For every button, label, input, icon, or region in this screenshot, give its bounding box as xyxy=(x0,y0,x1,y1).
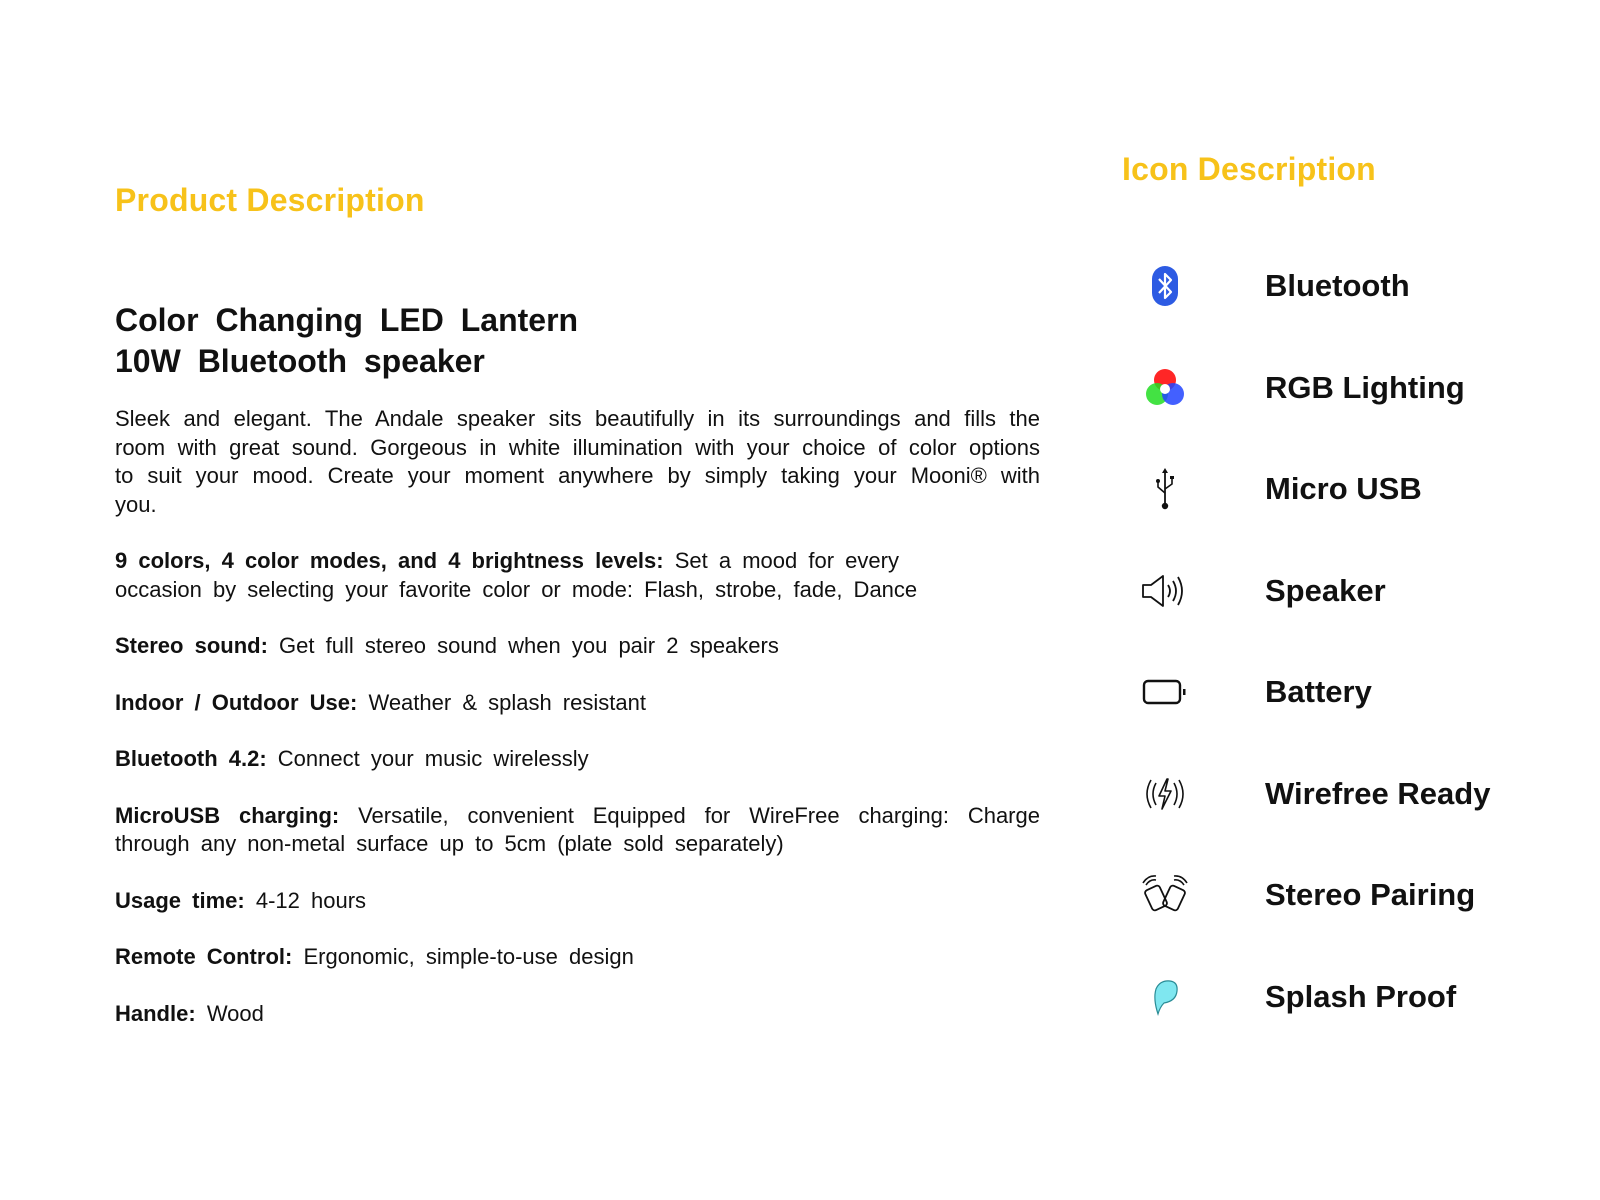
spec-text: Set a mood for every occasion by selecting your favorite color or mode: Flash, strobe, fade, Dance xyxy=(115,548,918,602)
micro-usb-icon xyxy=(1140,464,1190,514)
bluetooth-icon xyxy=(1140,261,1190,311)
spec-text: Get full stereo sound when you pair 2 speakers xyxy=(279,633,779,658)
icon-row-stereo-pairing xyxy=(1140,870,1580,972)
icon-row-micro-usb xyxy=(1140,464,1580,566)
spec-label: MicroUSB charging: xyxy=(115,802,340,828)
product-title-line-2: 10W Bluetooth speaker xyxy=(115,343,485,379)
icon-description-heading: Icon Description xyxy=(1122,151,1376,187)
spec-text: 4-12 hours xyxy=(255,887,367,913)
splash-proof-icon xyxy=(1140,972,1190,1022)
product-copy xyxy=(115,405,1040,1056)
product-description-heading: Product Description xyxy=(115,182,425,218)
spec-usage-time xyxy=(115,887,1040,916)
icon-list xyxy=(1140,261,1580,1073)
icon-row-splash-proof xyxy=(1140,972,1580,1074)
product-intro: Sleek and elegant. The Andale speaker sits beautifully in its surroundings and fills the room with great sound. Gorgeous in white illumination with your choice of color options to suit your mood. Create your moment anywhere by simply taking your Mooni® with you. xyxy=(115,406,1040,517)
icon-label-bluetooth: Bluetooth xyxy=(1265,268,1410,303)
spec-label: Remote Control: xyxy=(115,944,293,969)
spec-label: Handle: xyxy=(115,1000,196,1026)
spec-label: Stereo sound: xyxy=(115,633,268,658)
icon-row-wirefree-ready xyxy=(1140,769,1580,871)
icon-label-battery: Battery xyxy=(1265,674,1372,709)
icon-row-bluetooth xyxy=(1140,261,1580,363)
spec-microusb-charging xyxy=(115,802,1040,859)
stereo-pairing-icon xyxy=(1140,870,1190,920)
spec-label: Indoor / Outdoor Use: xyxy=(115,689,358,715)
spec-text: Connect your music wirelessly xyxy=(277,746,589,771)
icon-label-stereo-pairing: Stereo Pairing xyxy=(1265,877,1476,912)
spec-text: Weather & splash resistant xyxy=(368,689,646,715)
spec-label: 9 colors, 4 color modes, and 4 brightness levels: xyxy=(115,548,664,573)
icon-label-micro-usb: Micro USB xyxy=(1265,471,1422,506)
spec-colors xyxy=(115,547,950,604)
icon-label-splash-proof: Splash Proof xyxy=(1265,978,1457,1014)
spec-text: Ergonomic, simple-to-use design xyxy=(303,944,634,969)
spec-text: Versatile, convenient Equipped for WireFree charging: Charge through any non-metal surface up to 5cm (plate sold separately) xyxy=(115,802,1040,856)
icon-label-wirefree-ready: Wirefree Ready xyxy=(1265,775,1491,811)
spec-handle xyxy=(115,1000,1040,1029)
icon-label-speaker: Speaker xyxy=(1265,572,1386,608)
spec-label: Usage time: xyxy=(115,887,245,913)
icon-row-rgb-lighting xyxy=(1140,363,1580,465)
icon-row-speaker xyxy=(1140,566,1580,668)
spec-stereo-sound xyxy=(115,632,1040,661)
product-title xyxy=(115,300,815,382)
icon-row-battery xyxy=(1140,667,1580,769)
spec-remote-control xyxy=(115,943,1040,972)
icon-label-rgb-lighting: RGB Lighting xyxy=(1265,369,1465,405)
battery-icon xyxy=(1140,667,1190,717)
spec-indoor-outdoor xyxy=(115,689,1040,718)
speaker-icon xyxy=(1140,566,1190,616)
product-title-line-1: Color Changing LED Lantern xyxy=(115,302,579,338)
spec-text: Wood xyxy=(206,1000,264,1026)
spec-bluetooth xyxy=(115,745,1040,774)
spec-label: Bluetooth 4.2: xyxy=(115,746,267,771)
rgb-lighting-icon xyxy=(1140,363,1190,413)
wirefree-ready-icon xyxy=(1140,769,1190,819)
